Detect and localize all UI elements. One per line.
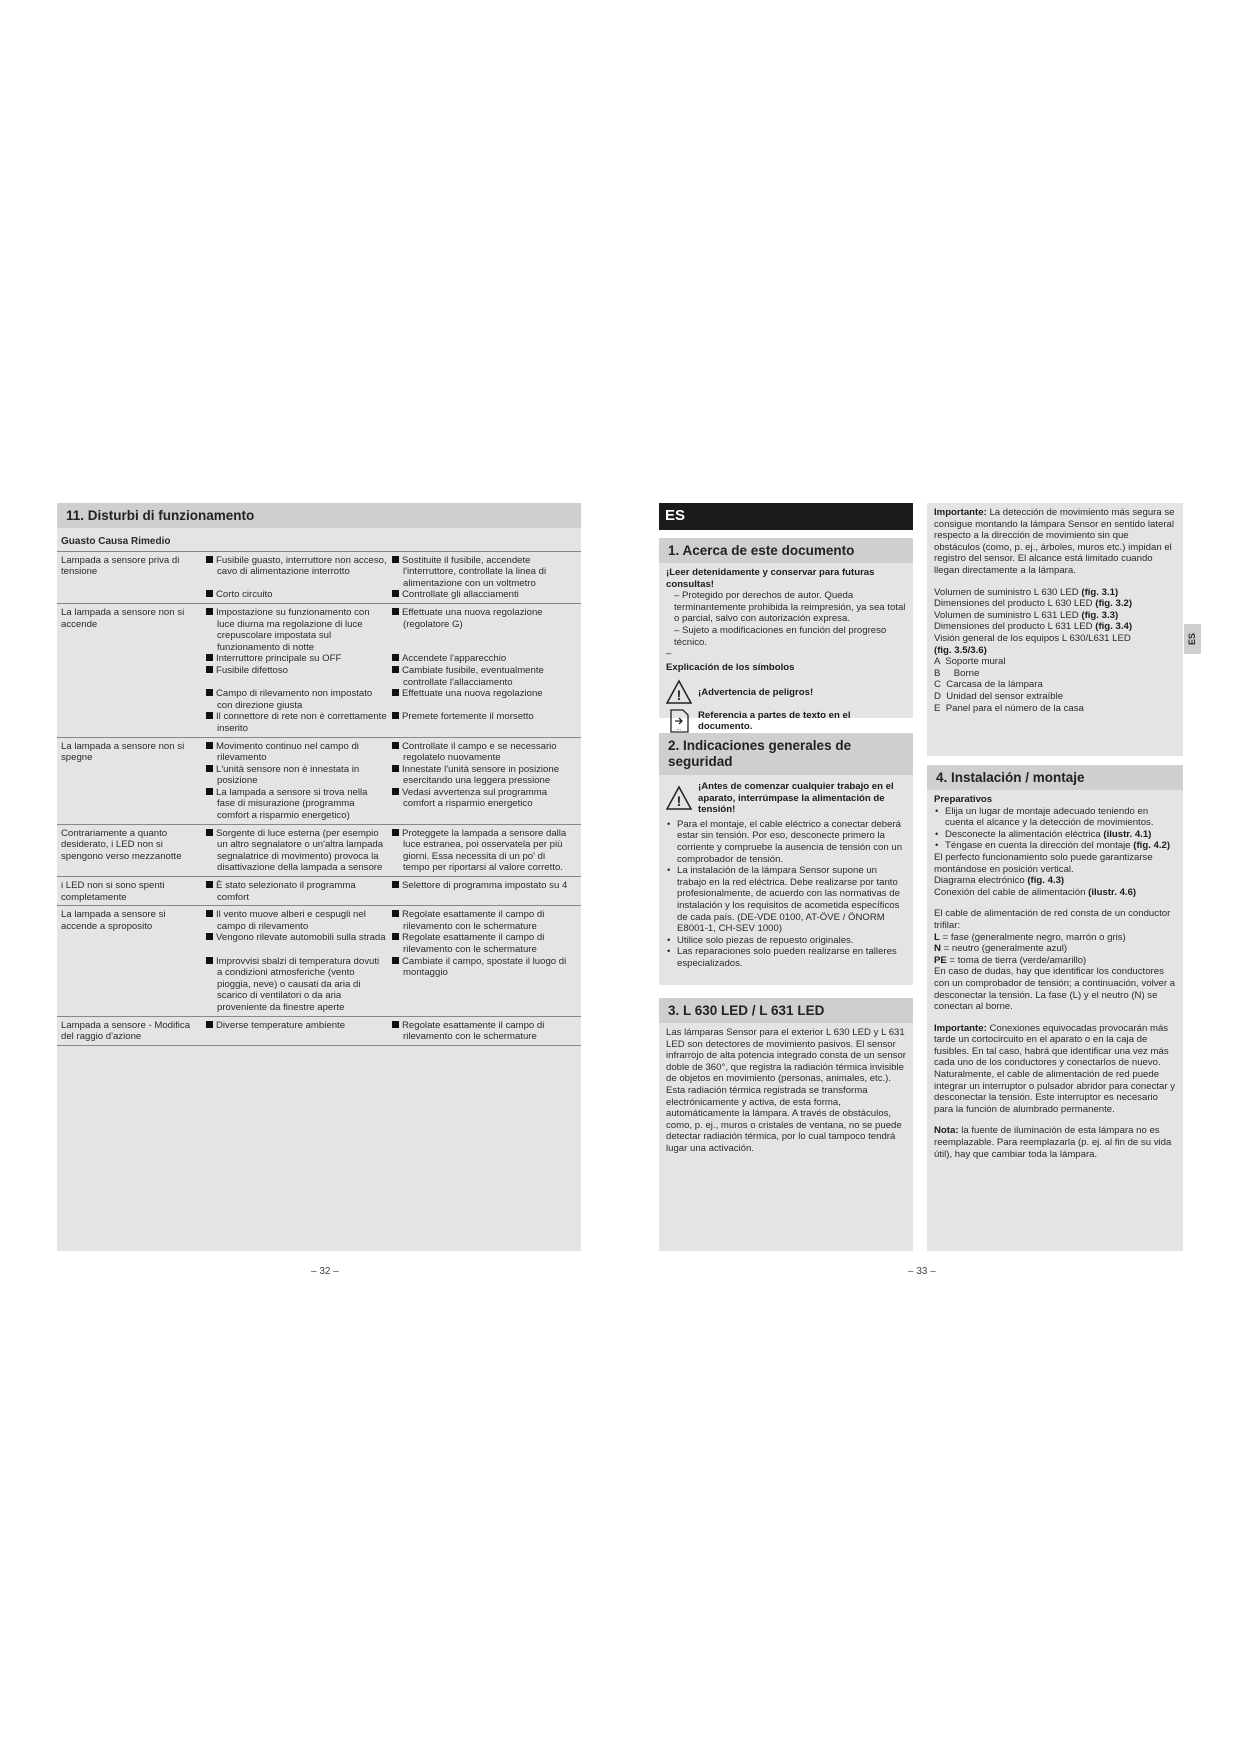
table-header: Guasto Causa Rimedio (57, 528, 581, 552)
cause-cell: Improvvisi sbalzi di temperatura dovuti a condizioni atmosferiche (vento pioggia, neve) o causati da aria di scarico di ventilatori o da aria proveniente da finestre aperte (205, 956, 391, 1014)
bullet-square-icon (392, 933, 399, 940)
conductor-pe: PE = toma de tierra (verde/amarillo) (934, 954, 1087, 966)
figure-reference: Volumen de suministro L 630 LED (fig. 3.1) (934, 586, 1119, 598)
right-page-column-2 (927, 503, 1183, 1251)
fault-cell: i LED non si sono spenti completamente (61, 880, 165, 903)
section-title-3: 3. L 630 LED / L 631 LED (659, 998, 913, 1023)
bullet-square-icon (392, 910, 399, 917)
bullet-square-icon (206, 933, 213, 940)
conductor-n: N = neutro (generalmente azul) (934, 943, 1068, 955)
bullet-square-icon (392, 765, 399, 772)
bullet-square-icon (392, 829, 399, 836)
conductor-l: L = fase (generalmente negro, marrón o gris) (934, 931, 1126, 943)
remedy-cell: Innestate l'unità sensore in posizione esercitando una leggera pressione (391, 764, 577, 787)
dash-item: – (666, 648, 672, 660)
bullet-square-icon (392, 654, 399, 661)
remedy-cell: Regolate esattamente il campo di rilevamento con le schermature (391, 932, 577, 955)
parts-list-item: A Soporte mural (934, 656, 1006, 668)
bullet-square-icon (392, 1021, 399, 1028)
bullet-square-icon (206, 788, 213, 795)
remedy-cell: Effettuate una nuova regolazione (regolatore G) (391, 607, 577, 653)
reference-label: Referencia a partes de texto en el documento. (698, 709, 851, 733)
preparations-title: Preparativos (934, 794, 993, 805)
parts-list-item: C Carcasa de la lámpara (934, 679, 1043, 691)
bullet-square-icon (392, 590, 399, 597)
remedy-cell: Controllate gli allacciamenti (391, 589, 577, 601)
remedy-cell: Sostituite il fusibile, accendete l'interruttore, controllate la linea di alimentazione con un voltmetro (391, 555, 577, 590)
section-about-document (659, 538, 913, 733)
list-item: • Elija un lugar de montaje adecuado teniendo en cuenta el alcance y la detección de movimientos. (945, 806, 1176, 829)
paragraph: Diagrama electrónico (fig. 4.3) (934, 875, 1065, 887)
cause-cell: Interruttore principale su OFF (205, 653, 391, 665)
important-label: Importante: (934, 507, 987, 518)
bullet-square-icon (206, 556, 213, 563)
table-row (57, 738, 581, 825)
remedy-cell: Cambiate il campo, spostate il luogo di montaggio (391, 956, 577, 1014)
fault-cell: Lampada a sensore priva di tensione (61, 554, 180, 578)
bullet-square-icon (392, 556, 399, 563)
parts-list-item: B Borne (934, 667, 980, 679)
list-item: • Téngase en cuenta la dirección del montaje (fig. 4.2) (945, 840, 1176, 852)
cause-cell: Vengono rilevate automobili sulla strada (205, 932, 391, 955)
section-title-1: 1. Acerca de este documento (659, 538, 913, 563)
important-note: Importante: Conexiones equivocadas provocarán más tarde un cortocircuito en el aparato o en la caja de fusibles. En tal caso, habrá que identificar una vez más cada uno de los conductores y conectarlos de nuevo. Naturalmente, el cable de alimentación de red puede integrar un interruptor o pulsador abridor para conectar y desconectar la tensión. Este interruptor es necesario para la función de alumbrado permanente. (934, 1022, 1176, 1115)
bullet-square-icon (206, 910, 213, 917)
language-tab: ES (659, 503, 913, 530)
bullet-square-icon (206, 765, 213, 772)
cause-cell: Fusibile guasto, interruttore non acceso, cavo di alimentazione interrotto (205, 555, 391, 590)
bullet-square-icon (206, 590, 213, 597)
bullet-square-icon (392, 666, 399, 673)
note: Nota: la fuente de iluminación de esta lámpara no es reemplazable. Para reemplazarla (p. ej. al fin de su vida útil), hay que cambiar toda la lámpara. (934, 1125, 1172, 1160)
figure-reference: Volumen de suministro L 631 LED (fig. 3.3) (934, 609, 1119, 621)
table-row (57, 1017, 581, 1046)
section-title-4: 4. Instalación / montaje (927, 765, 1183, 790)
left-page (57, 503, 581, 1251)
figure-reference: (fig. 3.5/3.6) (934, 644, 987, 656)
cause-cell: Movimento continuo nel campo di rilevamento (205, 741, 391, 764)
cause-cell: Sorgente di luce esterna (per esempio un altro segnalatore o un'altra lampada segnalatrice di movimento) provoca la disattivazione della lampada a sensore (205, 828, 391, 874)
remedy-cell: Regolate esattamente il campo di rilevamento con le schermature (391, 909, 577, 932)
product-description: Las lámparas Sensor para el exterior L 630 LED y L 631 LED son detectores de movimiento pasivos. El sensor infrarrojo de alta potencia integrado consta de un sensor doble de 360°, que registra la radiación térmica invisible de objetos en movimiento (personas, animales, etc.). Esta radiación térmica registrada se transforma electrónicamente y activa, de esta forma, automáticamente la lámpara. A través de obstáculos, como, p. ej., muros o cristales de ventana, no se puede detectar radiación térmica, por lo cual tampoco tendrá lugar una activación. (666, 1027, 906, 1154)
list-item: • Las reparaciones solo pueden realizarse en talleres especializados. (677, 946, 906, 969)
bullet-square-icon (392, 608, 399, 615)
list-item: • Para el montaje, el cable eléctrico a conectar deberá estar sin tensión. Por eso, desconecte primero la corriente y compruebe la ausencia de tensión con un comprobador de tensión. (677, 819, 906, 865)
bullet-square-icon (392, 742, 399, 749)
list-item: • Desconecte la alimentación eléctrica (ilustr. 4.1) (945, 829, 1176, 841)
bullet-square-icon (392, 788, 399, 795)
fault-cell: La lampada a sensore non si accende (61, 606, 185, 630)
bullet-square-icon (206, 712, 213, 719)
bullet-square-icon (206, 829, 213, 836)
paragraph: Conexión del cable de alimentación (ilustr. 4.6) (934, 886, 1137, 898)
paragraph: En caso de dudas, hay que identificar los conductores con un comprobador de tensión; a continuación, volver a desconectar la tensión. La fase (L) y el neutro (N) se conectan al borne. (934, 966, 1176, 1013)
cause-cell: Diverse temperature ambiente (205, 1020, 391, 1043)
bullet-square-icon (206, 689, 213, 696)
figure-reference: Visión general de los equipos L 630/L631 LED (934, 632, 1131, 644)
dash-item: – Sujeto a modificaciones en función del progreso técnico. (674, 624, 887, 648)
paragraph: El cable de alimentación de red consta de un conductor trifilar: (934, 908, 1171, 931)
warning-label: ¡Advertencia de peligros! (698, 686, 814, 698)
page-number-left: – 32 – (311, 1266, 339, 1277)
fault-cell: La lampada a sensore non si spegne (61, 740, 185, 764)
remedy-cell: Vedasi avvertenza sul programma comfort a risparmio energetico (391, 787, 577, 822)
bullet-square-icon (392, 712, 399, 719)
cause-cell: Corto circuito (205, 589, 391, 601)
list-item: • Utilice solo piezas de repuesto originales. (677, 935, 906, 947)
cause-cell: La lampada a sensore si trova nella fase di misurazione (programma comfort a risparmio energetico) (205, 787, 391, 822)
dash-item: – Protegido por derechos de autor. Queda terminantemente prohibida la reimpresión, ya sea total o parcial, salvo con autorización expresa. (674, 590, 906, 625)
table-row (57, 552, 581, 604)
remedy-cell: Proteggete la lampada a sensore dalla luce estranea, poi osservatela per più giorni. Essa necessita di un po' di tempo per riportarsi al valore corretto. (391, 828, 577, 874)
cause-cell: Il vento muove alberi e cespugli nel campo di rilevamento (205, 909, 391, 932)
bullet-square-icon (206, 957, 213, 964)
troubleshooting-table (57, 552, 581, 1046)
list-item: • La instalación de la lámpara Sensor supone un trabajo en la red eléctrica. Debe realizarse por tanto profesionalmente, de acuerdo con las normativas de instalación y los requisitos de acometida específicos de cada país. (DE-VDE 0100, AT-ÖVE / ÖNORM E8001-1, CH-SEV 1000) (677, 865, 906, 935)
bullet-square-icon (206, 881, 213, 888)
bullet-square-icon (392, 881, 399, 888)
warning-icon (666, 679, 692, 705)
table-row (57, 877, 581, 906)
safety-warning: ¡Antes de comenzar cualquier trabajo en el aparato, interrúmpase la alimentación de tensión! (698, 781, 894, 816)
bullet-square-icon (206, 666, 213, 673)
remedy-cell: Selettore di programma impostato su 4 (391, 880, 577, 903)
parts-list-item: E Panel para el número de la casa (934, 702, 1084, 714)
cause-cell: L'unità sensore non è innestata in posizione (205, 764, 391, 787)
fault-cell: Contrariamente a quanto desiderato, i LED non si spengono verso mezzanotte (61, 827, 182, 862)
remedy-cell: Accendete l'apparecchio (391, 653, 577, 665)
bullet-square-icon (392, 689, 399, 696)
remedy-cell: Cambiate fusibile, eventualmente controllate l'allacciamento (391, 665, 577, 688)
remedy-cell: Regolate esattamente il campo di rilevamento con le schermature (391, 1020, 577, 1043)
paragraph: El perfecto funcionamiento solo puede garantizarse montándose en posición vertical. (934, 851, 1153, 875)
svg-text:!: ! (676, 687, 682, 704)
figure-reference: Dimensiones del producto L 630 LED (fig. 3.2) (934, 598, 1133, 610)
parts-list (934, 656, 1176, 714)
warning-icon (666, 785, 692, 811)
table-row (57, 825, 581, 877)
section-title-troubleshooting: 11. Disturbi di funzionamento (57, 503, 581, 528)
bullet-square-icon (206, 608, 213, 615)
cause-cell: Fusibile difettoso (205, 665, 391, 688)
parts-list-item: D Unidad del sensor extraíble (934, 690, 1064, 702)
svg-text:...: ... (676, 726, 682, 733)
remedy-cell: Premete fortemente il morsetto (391, 711, 577, 734)
important-text: La detección de movimiento más segura se consigue montando la lámpara Sensor en sentido lateral respecto a la dirección de movimiento sin que obstáculos (como, p. ej., árboles, muros etc.) impidan el registro del sensor. El alcance está limitado cuando llegan directamente a la lámpara. (934, 507, 1175, 576)
document-reference-icon (666, 708, 692, 734)
fault-cell: La lampada a sensore si accende a sproposito (61, 909, 166, 932)
bullet-square-icon (206, 654, 213, 661)
right-page-column-1 (659, 503, 913, 1251)
cause-cell: È stato selezionato il programma comfort (205, 880, 391, 903)
cause-cell: Il connettore di rete non è correttamente inserito (205, 711, 391, 734)
section-title-2: 2. Indicaciones generales de seguridad (659, 733, 913, 775)
remedy-cell: Effettuate una nuova regolazione (391, 688, 577, 711)
remedy-cell: Controllate il campo e se necessario regolatelo nuovamente (391, 741, 577, 764)
bullet-square-icon (206, 1021, 213, 1028)
figure-references (934, 587, 1176, 645)
section-safety (659, 733, 913, 985)
intro-text: ¡Leer detenidamente y conservar para futuras consultas! (666, 567, 875, 590)
page-number-right: – 33 – (908, 1266, 936, 1277)
bullet-square-icon (392, 957, 399, 964)
section-important (927, 503, 1183, 756)
figure-reference: Dimensiones del producto L 631 LED (fig. 3.4) (934, 621, 1133, 633)
svg-text:!: ! (676, 793, 682, 810)
symbols-title: Explicación de los símbolos (666, 661, 795, 673)
bullet-square-icon (206, 742, 213, 749)
table-row (57, 604, 581, 738)
cause-cell: Impostazione su funzionamento con luce diurna ma regolazione di luce crepuscolare impostata sul funzionamento di notte (205, 607, 391, 653)
table-row (57, 906, 581, 1016)
section-installation (927, 765, 1183, 1251)
cause-cell: Campo di rilevamento non impostato con direzione giusta (205, 688, 391, 711)
language-side-tab: ES (1184, 624, 1201, 654)
section-product (659, 998, 913, 1251)
fault-cell: Lampada a sensore - Modifica del raggio d'azione (61, 1019, 191, 1043)
